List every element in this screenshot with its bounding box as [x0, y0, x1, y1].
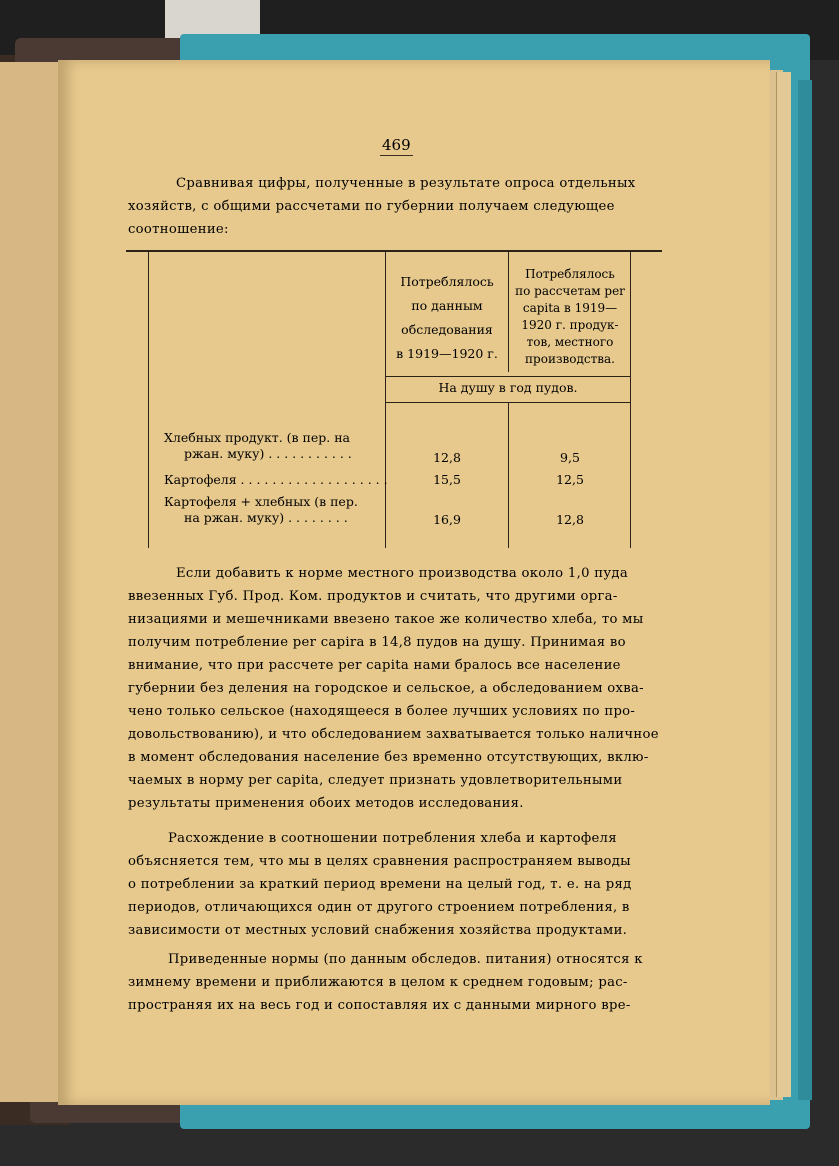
- value-bread-per-capita: 9,5: [560, 450, 580, 465]
- table-top-rule: [126, 250, 662, 252]
- column-header-survey: [388, 270, 506, 366]
- value-combined-per-capita: 12,8: [556, 512, 584, 527]
- text-line: объясняется тем, что мы в целях сравнения распространяем выводы: [128, 854, 631, 869]
- table-rule: [508, 252, 509, 372]
- text-line: результаты применения обоих методов исследования.: [128, 796, 524, 811]
- paragraph-1: [128, 562, 658, 815]
- page-stack-edge: [776, 72, 791, 1097]
- table-rule: [630, 252, 631, 548]
- cover-edge: [798, 80, 812, 1100]
- table-rule: [386, 402, 630, 403]
- text-line: получим потребление per capira в 14,8 пудов на душу. Принимая во: [128, 635, 626, 650]
- label-line: Хлебных продукт. (в пер. на: [164, 430, 350, 445]
- text-line: пространяя их на весь год и сопоставляя их с данными мирного вре-: [128, 998, 631, 1013]
- paragraph-2: [128, 827, 658, 942]
- intro-paragraph: [128, 172, 658, 241]
- text-line: зависимости от местных условий снабжения хозяйства продуктами.: [128, 923, 628, 938]
- label-line: Картофеля + хлебных (в пер.: [164, 494, 358, 509]
- label-line: ржан. муку) . . . . . . . . . . .: [184, 446, 352, 461]
- left-page: [0, 62, 61, 1102]
- text-line: ввезенных Губ. Прод. Ком. продуктов и считать, что другими орга-: [128, 589, 618, 604]
- text-line: зимнему времени и приближаются в целом к среднем годовым; рас-: [128, 975, 628, 990]
- text-line: в момент обследования население без временно отсутствующих, вклю-: [128, 750, 649, 765]
- text-line: чено только сельское (находящееся в более лучших условиях по про-: [128, 704, 636, 719]
- header-line: 1920 г. продук-: [521, 318, 619, 332]
- label-line: на ржан. муку) . . . . . . . .: [184, 510, 348, 525]
- label-line: Картофеля . . . . . . . . . . . . . . . . . . .: [164, 472, 388, 487]
- text-line: Сравнивая цифры, полученные в результате опроса отдельных: [176, 176, 636, 191]
- header-line: Потреблялось: [400, 274, 494, 289]
- column-header-per-capita: [510, 266, 630, 368]
- row-label-bread: [164, 430, 352, 462]
- page-number: 469: [382, 136, 411, 154]
- row-label-combined: [164, 494, 358, 526]
- header-line: capita в 1919—: [522, 301, 618, 315]
- text-line: Если добавить к норме местного производства около 1,0 пуда: [176, 566, 629, 581]
- text-line: Приведенные нормы (по данным обследов. питания) относятся к: [168, 952, 643, 967]
- value-bread-survey: 12,8: [433, 450, 461, 465]
- text-line: внимание, что при рассчете per capita нами бралось все население: [128, 658, 621, 673]
- header-line: производства.: [525, 352, 615, 366]
- header-line: обследования: [401, 322, 493, 337]
- text-line: соотношение:: [128, 222, 229, 237]
- text-line: низациями и мешечниками ввезено такое же количество хлеба, то мы: [128, 612, 644, 627]
- table-rule: [508, 402, 509, 548]
- text-line: довольствованию), и что обследованием захватывается только наличное: [128, 727, 659, 742]
- header-line: тов, местного: [526, 335, 614, 349]
- value-combined-survey: 16,9: [433, 512, 461, 527]
- value-potatoes-per-capita: 12,5: [556, 472, 584, 487]
- header-line: Потреблялось: [525, 267, 615, 281]
- consumption-table: [126, 250, 662, 550]
- text-line: хозяйств, с общими рассчетами по губернии получаем следующее: [128, 199, 615, 214]
- row-label-potatoes: [164, 472, 388, 488]
- table-rule: [148, 252, 149, 548]
- table-rule: [385, 252, 386, 548]
- text-line: Расхождение в соотношении потребления хлеба и картофеля: [168, 831, 617, 846]
- header-line: по рассчетам per: [515, 284, 625, 298]
- text-line: губернии без деления на городское и сельское, а обследованием охва-: [128, 681, 644, 696]
- table-rule: [386, 376, 630, 377]
- text-line: чаемых в норму per capita, следует признать удовлетворительными: [128, 773, 623, 788]
- text-line: о потреблении за краткий период времени на целый год, т. е. на ряд: [128, 877, 632, 892]
- book-page: [58, 60, 770, 1105]
- header-line: в 1919—1920 г.: [396, 346, 498, 361]
- text-line: периодов, отличающихся один от другого строением потребления, в: [128, 900, 630, 915]
- units-row: На душу в год пудов.: [438, 380, 578, 395]
- header-line: по данным: [411, 298, 483, 313]
- paragraph-3: [128, 948, 658, 1017]
- value-potatoes-survey: 15,5: [433, 472, 461, 487]
